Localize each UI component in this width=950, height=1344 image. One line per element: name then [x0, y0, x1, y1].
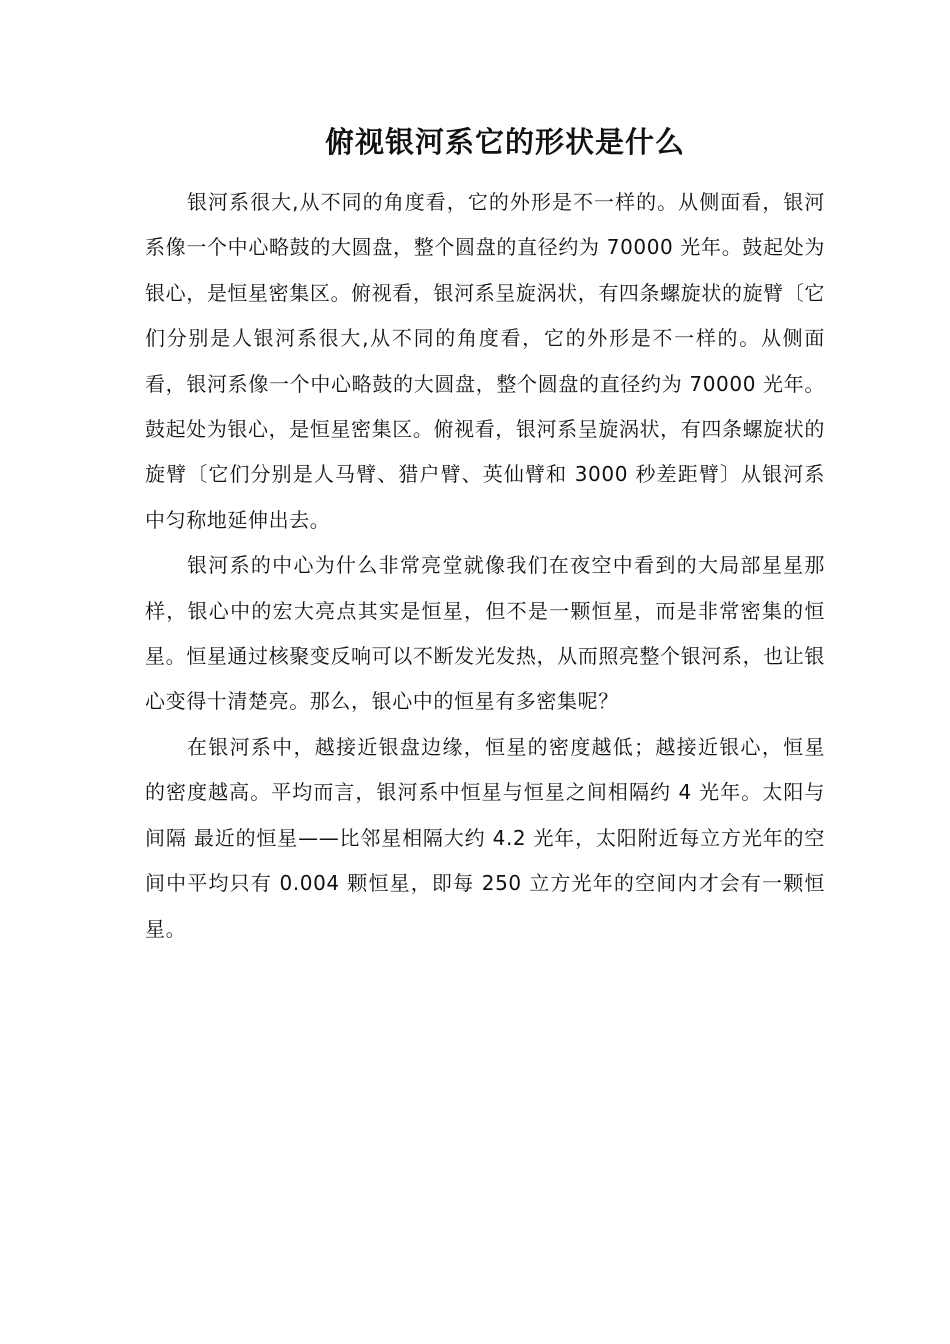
- paragraph-galactic-center: 银河系的中心为什么非常亮堂就像我们在夜空中看到的大局部星星那样，银心中的宏大亮点其实是恒星，但不是一颗恒星，而是非常密集的恒星。恒星通过核聚变反响可以不断发光发热，从而照亮整个银河系，也让银心变得十清楚亮。那么，银心中的恒星有多密集呢？: [145, 553, 825, 714]
- document-body: [145, 180, 825, 952]
- paragraph-galaxy-shape: 银河系很大,从不同的角度看，它的外形是不一样的。从侧面看，银河系像一个中心略鼓的大圆盘，整个圆盘的直径约为 70000 光年。鼓起处为银心，是恒星密集区。俯视看，银河系呈旋涡状，有四条螺旋状的旋臂〔它们分别是人银河系很大,从不同的角度看，它的外形是不一样的。从侧面看，银河系像一个中心略鼓的大圆盘，整个圆盘的直径约为 70000 光年。鼓起处为银心，是恒星密集区。俯视看，银河系呈旋涡状，有四条螺旋状的旋臂〔它们分别是人马臂、猎户臂、英仙臂和 3000 秒差距臂〕从银河系中匀称地延伸出去。: [145, 190, 825, 532]
- paragraph-star-density: 在银河系中，越接近银盘边缘，恒星的密度越低；越接近银心，恒星的密度越高。平均而言，银河系中恒星与恒星之间相隔约 4 光年。太阳与间隔 最近的恒星——比邻星相隔大约 4.2 光年，太阳附近每立方光年的空间中平均只有 0.004 颗恒星，即每 250 立方光年的空间内才会有一颗恒星。: [145, 734, 825, 941]
- document-title: 俯视银河系它的形状是什么: [324, 125, 685, 159]
